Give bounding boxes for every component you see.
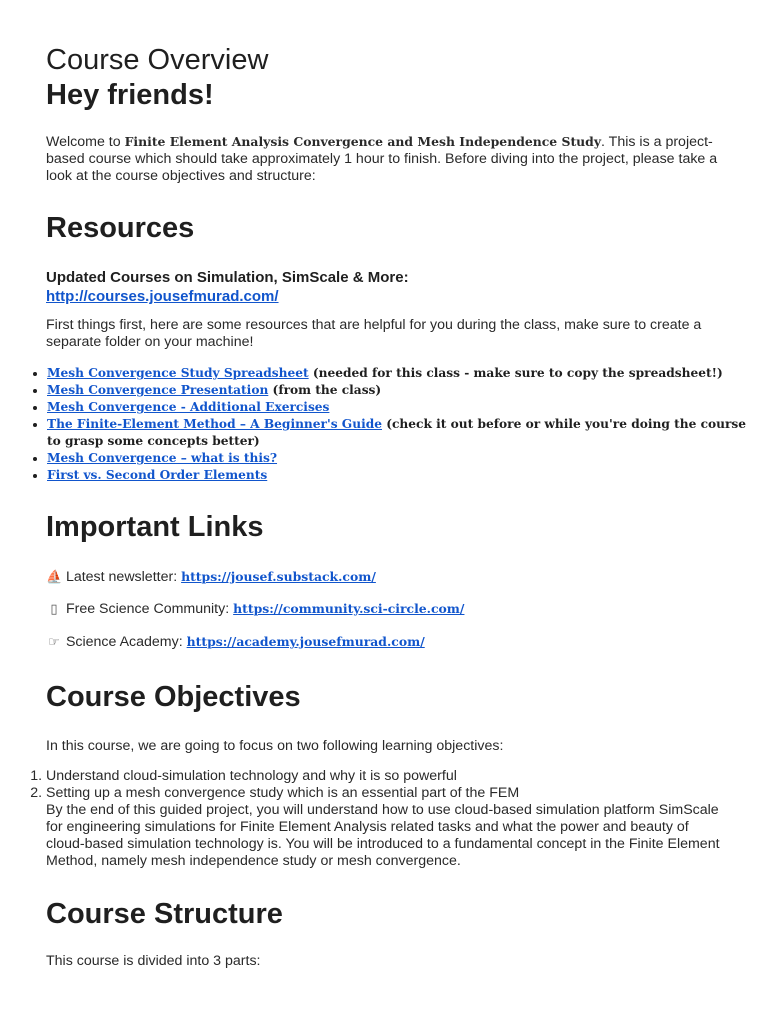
- resources-list: [20, 365, 747, 484]
- resource-link-spreadsheet[interactable]: Mesh Convergence Study Spreadsheet: [47, 366, 309, 380]
- pointing-hand-icon: ☞: [48, 635, 60, 650]
- list-item: 1. Understand cloud-simulation technology and why it is so powerful: [46, 768, 746, 785]
- objectives-intro: In this course, we are going to focus on two following learning objectives:: [46, 738, 504, 754]
- academy-link[interactable]: https://academy.jousefmurad.com/: [186, 634, 425, 649]
- updated-courses-link[interactable]: http://courses.jousefmurad.com/: [46, 288, 279, 305]
- list-item: [47, 382, 747, 399]
- objectives-list: [20, 768, 746, 802]
- list-item: 2. Setting up a mesh convergence study which is an essential part of the FEM: [46, 785, 746, 802]
- list-item: [47, 467, 747, 484]
- newsletter-line: [46, 569, 376, 585]
- objectives-heading: Course Objectives: [46, 681, 301, 713]
- community-label: Free Science Community:: [62, 601, 234, 617]
- resource-link-fem-guide[interactable]: The Finite-Element Method – A Beginner's Guide: [47, 417, 382, 431]
- newsletter-label: Latest newsletter:: [62, 569, 182, 585]
- newsletter-link[interactable]: https://jousef.substack.com/: [181, 569, 376, 584]
- updated-courses: [46, 268, 409, 306]
- greeting-heading: Hey friends!: [46, 79, 214, 111]
- resource-link-presentation[interactable]: Mesh Convergence Presentation: [47, 383, 269, 397]
- resource-link-mesh-convergence[interactable]: Mesh Convergence – what is this?: [47, 451, 278, 465]
- structure-intro: This course is divided into 3 parts:: [46, 953, 261, 969]
- resource-note: (check it out before or while you're doing the course to grasp some concepts better): [47, 417, 747, 448]
- academy-line: [46, 634, 425, 650]
- resources-heading: Resources: [46, 212, 195, 244]
- sailboat-icon: ⛵: [46, 570, 63, 585]
- objectives-summary: By the end of this guided project, you will understand how to use cloud-based simulation platform SimScale for engineering simulations for Finite Element Analysis related tasks and what the power and beauty of cloud-based simulation technology is. You will be introduced to a fundamental concept in the Finite Element Method, namely mesh independence study or mesh convergence.: [46, 802, 720, 869]
- community-link[interactable]: https://community.sci-circle.com/: [233, 601, 465, 616]
- missing-glyph-icon: ▯: [50, 602, 58, 617]
- community-line: [46, 601, 464, 617]
- academy-label: Science Academy:: [62, 634, 187, 650]
- updated-courses-label: Updated Courses on Simulation, SimScale & More:: [46, 269, 409, 286]
- intro-prefix: Welcome to: [46, 134, 125, 150]
- list-item: [47, 450, 747, 467]
- resource-link-exercises[interactable]: Mesh Convergence - Additional Exercises: [47, 400, 330, 414]
- list-item: [47, 416, 747, 450]
- important-links-heading: Important Links: [46, 511, 264, 543]
- resource-note: (needed for this class - make sure to copy the spreadsheet!): [308, 366, 723, 380]
- structure-heading: Course Structure: [46, 898, 283, 930]
- resource-link-element-order[interactable]: First vs. Second Order Elements: [47, 468, 268, 482]
- resources-description: First things first, here are some resources that are helpful for you during the class, make sure to create a separate folder on your machine!: [46, 317, 702, 350]
- resource-note: (from the class): [268, 383, 382, 397]
- list-item: [47, 399, 747, 416]
- course-name: Finite Element Analysis Convergence and Mesh Independence Study: [124, 134, 602, 149]
- intro-paragraph: [46, 133, 726, 185]
- intro-suffix: . This is a project-based course which should take approximately 1 hour to finish. Before diving into the project, please take a look at the course objectives and structure:: [46, 134, 718, 184]
- page-title: Course Overview: [46, 44, 269, 76]
- list-item: [47, 365, 747, 382]
